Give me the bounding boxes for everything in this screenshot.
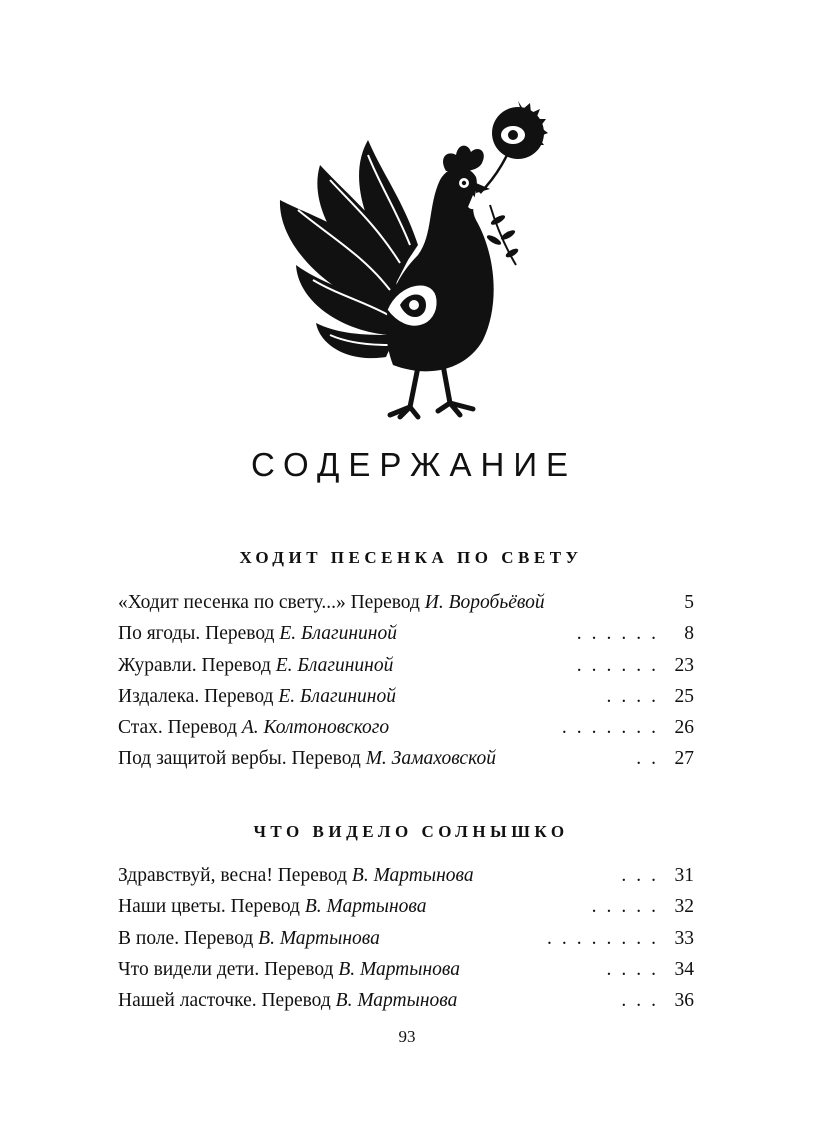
entry-page: 31 — [674, 865, 694, 886]
page-number: 93 — [398, 1027, 416, 1046]
toc-entry[interactable] — [118, 743, 694, 774]
entry-page: 32 — [674, 896, 694, 918]
leader-dots: ........ — [547, 927, 666, 949]
entry-title: Стах. Перевод А. Колтоновского — [118, 717, 390, 739]
entry-page: 25 — [674, 685, 694, 707]
leader-dots: ...... — [576, 623, 666, 645]
entry-page: 36 — [674, 990, 694, 1012]
entry-page: 23 — [674, 654, 694, 676]
entry-title: Что видели дети. Перевод В. Мартынова — [118, 958, 460, 980]
section-title: ХОДИТ ПЕСЕНКА ПО СВЕТУ — [239, 548, 583, 567]
entry-page: 27 — [674, 748, 694, 770]
toc-entry[interactable] — [118, 712, 694, 743]
toc-entry[interactable] — [118, 954, 694, 985]
leader-dots: .... — [606, 958, 666, 980]
entry-title: Здравствуй, весна! Перевод В. Мартынова — [118, 865, 474, 886]
leader-dots: ... — [621, 865, 666, 886]
entry-title: Журавли. Перевод Е. Благининой — [118, 654, 394, 676]
toc-entry[interactable] — [118, 587, 694, 618]
toc-list — [118, 587, 694, 775]
entry-title: В поле. Перевод В. Мартынова — [118, 927, 380, 949]
section-title: ЧТО ВИДЕЛО СОЛНЫШКО — [253, 822, 569, 841]
toc-entry[interactable] — [118, 923, 694, 954]
toc-entry[interactable] — [118, 618, 694, 649]
toc-entry[interactable] — [118, 891, 694, 922]
leader-dots: ....... — [561, 717, 666, 739]
entry-page: 26 — [674, 717, 694, 739]
entry-title: «Ходит песенка по свету...» Перевод И. Воробьёвой — [118, 592, 545, 613]
toc-entry[interactable] — [118, 985, 694, 1016]
entry-title: Нашей ласточке. Перевод В. Мартынова — [118, 990, 458, 1012]
rooster-illustration — [268, 95, 558, 435]
toc-entry[interactable] — [118, 650, 694, 681]
leader-dots: ...... — [576, 654, 666, 676]
toc-list — [118, 860, 694, 1016]
entry-title: Издалека. Перевод Е. Благининой — [118, 685, 396, 707]
entry-title: Под защитой вербы. Перевод М. Замаховской — [118, 748, 496, 770]
entry-page: 5 — [684, 592, 694, 613]
leader-dots: .... — [606, 685, 666, 707]
toc-entry[interactable] — [118, 860, 694, 891]
entry-title: По ягоды. Перевод Е. Благининой — [118, 623, 397, 645]
entry-page: 34 — [674, 958, 694, 980]
leader-dots: ..... — [591, 896, 666, 918]
entry-page: 33 — [674, 927, 694, 949]
page-heading: СОДЕРЖАНИЕ — [250, 446, 578, 483]
entry-page: 8 — [684, 623, 694, 645]
leader-dots: ... — [621, 990, 666, 1012]
toc-entry[interactable] — [118, 681, 694, 712]
entry-title: Наши цветы. Перевод В. Мартынова — [118, 896, 427, 918]
leader-dots: .. — [636, 748, 666, 770]
